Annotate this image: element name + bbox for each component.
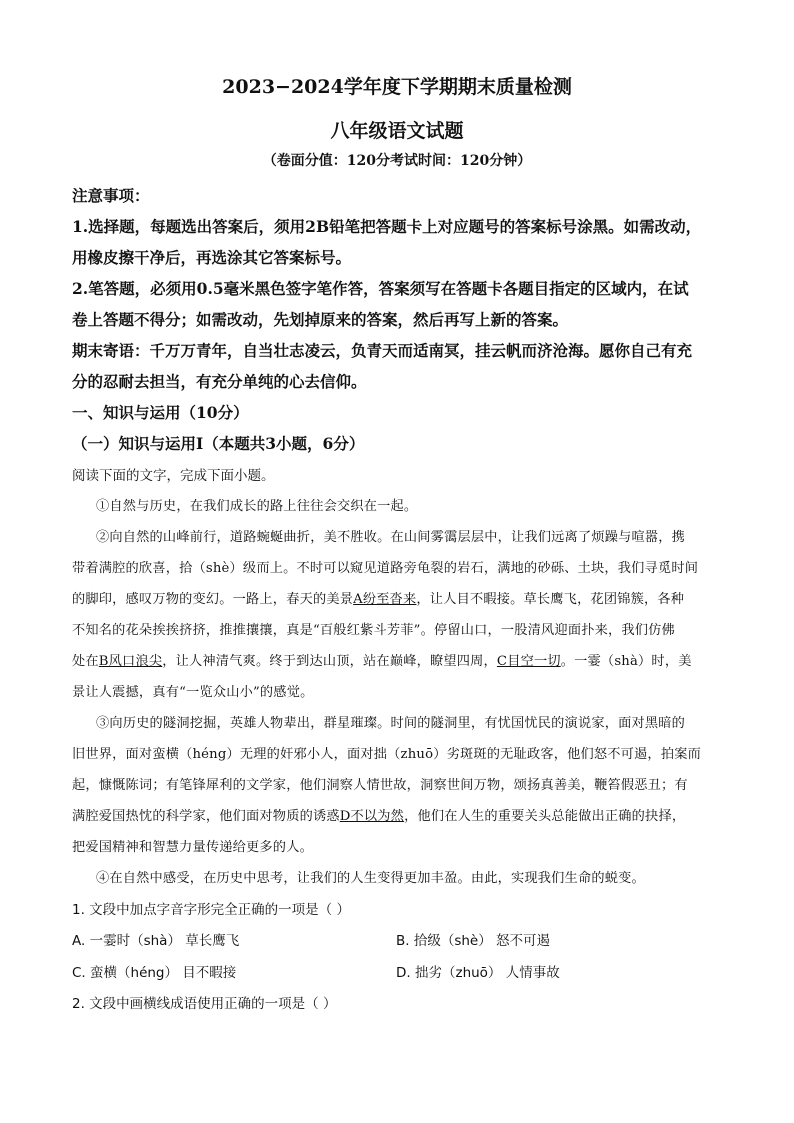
underlined-idiom-d: D不以为然 bbox=[339, 809, 405, 824]
text-segment: ，让人神清气爽。终于到达山顶，站在巅峰，瞭望四周， bbox=[162, 654, 497, 669]
section-title: 一、知识与运用（10分） bbox=[72, 403, 249, 422]
exam-wish-line-1: 期末寄语：千万万青年，自当壮志凌云，负青天而适南冥，挂云帆而济沧海。愿你自己有充 bbox=[72, 341, 693, 360]
subsection-title: （一）知识与运用Ⅰ（本题共3小题，6分） bbox=[72, 434, 365, 453]
passage-paragraph-3-line-1: ③向历史的隧洞挖掘，英雄人物辈出，群星璀璨。时间的隧洞里，有忧国忧民的演说家，面对黑暗的 bbox=[96, 716, 686, 731]
notice-item-2-line-1: 2.笔答题，必须用0.5毫米黑色签字笔作答，答案须写在答题卡各题目指定的区域内，在试 bbox=[72, 279, 689, 298]
passage-paragraph-3-line-4 bbox=[72, 805, 732, 824]
notice-heading: 注意事项： bbox=[72, 186, 150, 205]
exam-subtitle: 八年级语文试题 bbox=[330, 120, 464, 142]
question-1: 1. 文段中加点字音字形完全正确的一项是（ ） bbox=[72, 902, 350, 918]
passage-paragraph-3-line-5: 把爱国精神和智慧力量传递给更多的人。 bbox=[72, 840, 313, 855]
text-segment: 。一霎（shà）时，美 bbox=[560, 654, 692, 669]
reading-instruction: 阅读下面的文字，完成下面小题。 bbox=[72, 468, 275, 484]
text-segment: 的脚印，感叹万物的变幻。一路上，春天的美景 bbox=[72, 592, 354, 607]
passage-paragraph-3-line-2: 旧世界，面对蛮横（héng）无理的奸邪小人，面对拙（zhuō）劣斑斑的无耻政客，他们怒不可遏，拍案而 bbox=[72, 747, 701, 762]
notice-item-1-line-2: 用橡皮擦干净后，再选涂其它答案标号。 bbox=[72, 248, 352, 267]
notice-item-1-line-1: 1.选择题，每题选出答案后，须用2B铅笔把答题卡上对应题号的答案标号涂黑。如需改动， bbox=[72, 217, 702, 236]
passage-paragraph-2-line-3 bbox=[72, 588, 732, 607]
passage-paragraph-2-line-1: ②向自然的山峰前行，道路蜿蜒曲折，美不胜收。在山间雾霭层层中，让我们远离了烦躁与喧嚣，携 bbox=[96, 530, 686, 545]
question-1-option-c: C. 蛮横（héng） 目不暇接 bbox=[72, 965, 237, 981]
text-segment: ，让人目不暇接。草长鹰飞，花团锦簇，各种 bbox=[416, 592, 685, 607]
question-1-option-b: B. 拾级（shè） 怒不可遏 bbox=[396, 933, 551, 949]
passage-paragraph-2-line-6: 景让人震撼，真有“一览众山小”的感觉。 bbox=[72, 685, 314, 700]
passage-paragraph-2-line-4: 不知名的花朵挨挨挤挤，推推攘攘，真是“百般红紫斗芳菲”。停留山口，一股清风迎面扑来，我们仿佛 bbox=[72, 623, 675, 638]
text-segment: ，他们在人生的重要关头总能做出正确的抉择， bbox=[404, 809, 686, 824]
question-1-option-a: A. 一霎时（shà） 草长鹰飞 bbox=[72, 933, 240, 949]
passage-paragraph-2-line-2: 带着满腔的欣喜，拾（shè）级而上。不时可以窥见道路旁龟裂的岩石，满地的砂砾、土块，我们寻觅时间 bbox=[72, 561, 699, 576]
notice-item-2-line-2: 卷上答题不得分；如需改动，先划掉原来的答案，然后再写上新的答案。 bbox=[72, 310, 569, 329]
text-segment: 处在 bbox=[72, 654, 99, 669]
passage-paragraph-2-line-5 bbox=[72, 650, 732, 669]
underlined-idiom-a: A纷至沓来 bbox=[353, 592, 417, 607]
exam-wish-line-2: 分的忍耐去担当，有充分单纯的心去信仰。 bbox=[72, 372, 367, 391]
passage-paragraph-3-line-3: 起，慷慨陈词；有笔锋犀利的文学家，他们洞察人情世故，洞察世间万物，颂扬真善美，鞭笞假恶丑；有 bbox=[72, 778, 688, 793]
underlined-idiom-b: B风口浪尖 bbox=[98, 654, 163, 669]
underlined-idiom-c: C目空一切 bbox=[496, 654, 561, 669]
question-2: 2. 文段中画横线成语使用正确的一项是（ ） bbox=[72, 996, 337, 1012]
text-segment: 满腔爱国热忱的科学家，他们面对物质的诱惑 bbox=[72, 809, 340, 824]
question-1-option-d: D. 拙劣（zhuō） 人情事故 bbox=[396, 965, 560, 981]
passage-paragraph-1: ①自然与历史，在我们成长的路上往往会交织在一起。 bbox=[96, 499, 418, 514]
exam-meta: （卷面分值：120分考试时间：120分钟） bbox=[262, 153, 532, 169]
passage-paragraph-4: ④在自然中感受，在历史中思考，让我们的人生变得更加丰盈。由此，实现我们生命的蜕变。 bbox=[96, 871, 645, 886]
exam-title: 2023−2024学年度下学期期末质量检测 bbox=[222, 76, 572, 98]
